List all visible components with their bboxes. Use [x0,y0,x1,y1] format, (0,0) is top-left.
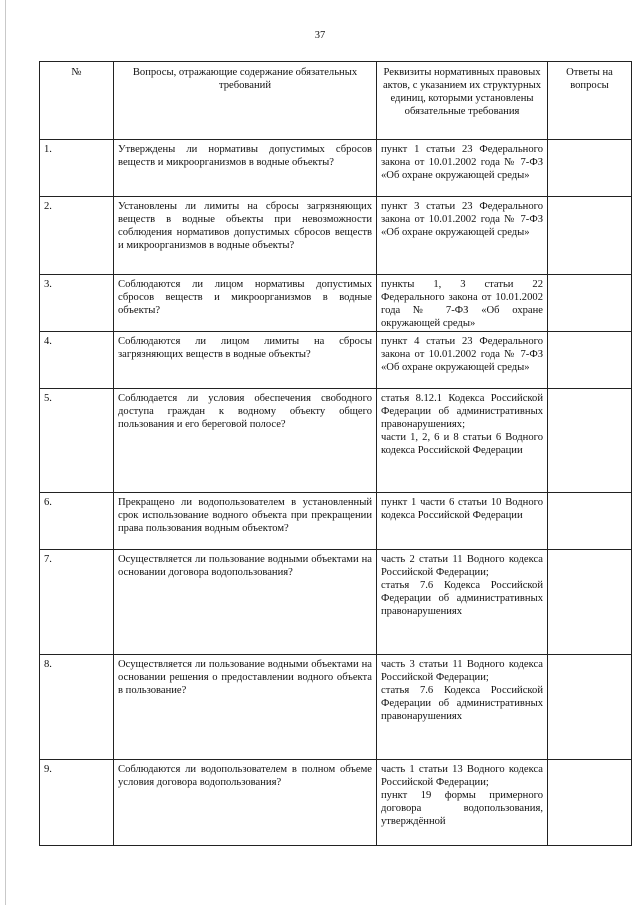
row-question: Установлены ли лимиты на сбросы загрязняющих веществ в водные объекты при невозможности соблюдения нормативов допустимых сбросов веществ и микроорганизмов в водные объекты? [114,197,377,275]
requisite-line: пункт 3 статьи 23 Федерального закона от 10.01.2002 года № 7-ФЗ «Об охране окружающей среды» [381,201,543,238]
row-answer [548,493,632,550]
row-number: 5. [40,389,114,493]
row-requisites [377,197,548,275]
requisite-line: статья 7.6 Кодекса Российской Федерации об административных правонарушениях [381,580,543,617]
row-question: Осуществляется ли пользование водными объектами на основании договора водопользования? [114,550,377,655]
row-number: 2. [40,197,114,275]
header-number: № [40,62,114,140]
row-answer [548,760,632,846]
row-requisites [377,655,548,760]
requisite-line: пункт 1 части 6 статьи 10 Водного кодекса Российской Федерации [381,497,543,521]
row-number: 7. [40,550,114,655]
requisite-line: пункт 4 статьи 23 Федерального закона от 10.01.2002 года № 7-ФЗ «Об охране окружающей среды» [381,336,543,373]
row-question: Соблюдаются ли лицом лимиты на сбросы загрязняющих веществ в водные объекты? [114,332,377,389]
row-answer [548,655,632,760]
requisite-line: статья 7.6 Кодекса Российской Федерации об административных правонарушениях [381,685,543,722]
header-question: Вопросы, отражающие содержание обязательных требований [114,62,377,140]
row-requisites [377,275,548,332]
row-requisites [377,493,548,550]
table-header-row [40,62,632,140]
table-row [40,550,632,655]
row-number: 6. [40,493,114,550]
row-answer [548,197,632,275]
row-question: Утверждены ли нормативы допустимых сбросов веществ и микроорганизмов в водные объекты? [114,140,377,197]
row-answer [548,389,632,493]
header-answers: Ответы на вопросы [548,62,632,140]
scan-margin-line [5,0,6,905]
table-row [40,655,632,760]
table-row [40,140,632,197]
requisite-line: часть 1 статьи 13 Водного кодекса Российской Федерации; [381,764,543,788]
requisite-line: статья 8.12.1 Кодекса Российской Федерации об административных правонарушениях; [381,393,543,430]
row-requisites [377,332,548,389]
row-number: 9. [40,760,114,846]
page-number: 37 [314,30,326,41]
requisite-line: пункт 1 статьи 23 Федерального закона от 10.01.2002 года № 7-ФЗ «Об охране окружающей среды» [381,144,543,181]
table-row [40,760,632,846]
row-number: 1. [40,140,114,197]
row-question: Соблюдаются ли лицом нормативы допустимых сбросов веществ и микроорганизмов в водные объекты? [114,275,377,332]
requisite-line: пункты 1, 3 статьи 22 Федерального закона от 10.01.2002 года № 7-ФЗ «Об охране окружающей среды» [381,279,543,329]
table-row [40,389,632,493]
table-row [40,275,632,332]
row-question: Прекращено ли водопользователем в установленный срок использование водного объекта при прекращении права пользования водным объектом? [114,493,377,550]
row-answer [548,275,632,332]
row-question: Соблюдается ли условия обеспечения свободного доступа граждан к водному объекту общего пользования и его береговой полосе? [114,389,377,493]
row-requisites [377,550,548,655]
header-requisites: Реквизиты нормативных правовых актов, с указанием их структурных единиц, которыми установлены обязательные требования [377,62,548,140]
row-question: Соблюдаются ли водопользователем в полном объеме условия договора водопользования? [114,760,377,846]
row-requisites [377,389,548,493]
table-row [40,493,632,550]
row-answer [548,140,632,197]
requisite-line: часть 2 статьи 11 Водного кодекса Российской Федерации; [381,554,543,578]
row-number: 3. [40,275,114,332]
row-answer [548,550,632,655]
row-number: 8. [40,655,114,760]
row-number: 4. [40,332,114,389]
requisite-line: пункт 19 формы примерного договора водопользования, утверждённой [381,790,543,827]
row-requisites [377,760,548,846]
table-row [40,332,632,389]
row-question: Осуществляется ли пользование водными объектами на основании решения о предоставлении водного объекта в пользование? [114,655,377,760]
requisite-line: часть 3 статьи 11 Водного кодекса Российской Федерации; [381,659,543,683]
requirements-table [39,61,632,846]
requisite-line: части 1, 2, 6 и 8 статьи 6 Водного кодекса Российской Федерации [381,432,543,456]
row-requisites [377,140,548,197]
row-answer [548,332,632,389]
table-row [40,197,632,275]
